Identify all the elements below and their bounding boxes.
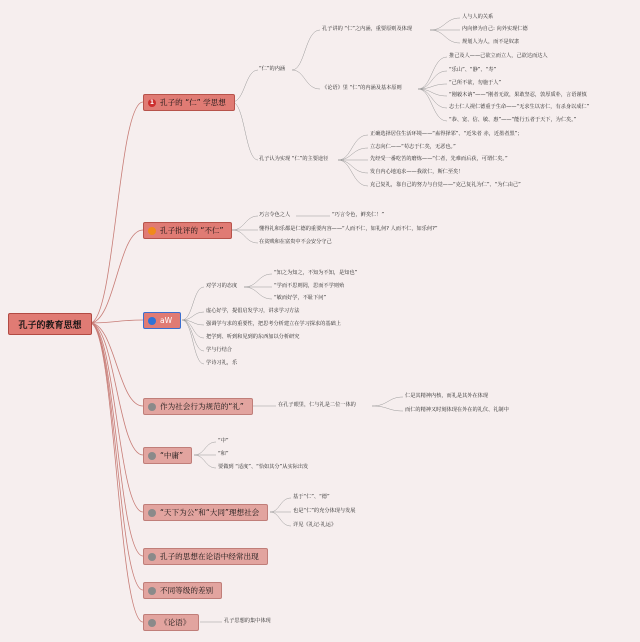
leaf[interactable]: 立志向仁——“苟志于仁矣，无恶也。” [370,144,456,150]
topic-aw-label: aW [160,316,173,325]
leaf[interactable]: “中” [218,438,229,444]
blue-dot-icon [148,317,156,325]
leaf[interactable]: 学与行结合 [206,347,232,353]
topic-bu-ren[interactable] [143,222,232,239]
leaf[interactable]: 推己及人——己欲立而立人，己欲达而达人 [449,53,548,59]
leaf[interactable]: 强调学与求的重要性，把思考分析建立在学习探求的基础上 [206,321,341,327]
topic-lunyu[interactable] [143,614,199,631]
topic-lunyu-label: 《论语》 [160,618,191,627]
grey-dot-icon [148,619,156,627]
leaf[interactable]: 把学到、听到和见到的东西加以分析研究 [206,334,300,340]
leaf[interactable]: “乐山”、“静”、“寿” [449,67,497,73]
leaf[interactable]: “己所不欲，勿施于人” [449,80,502,86]
topic-ren[interactable] [143,94,235,111]
subtopic-lunyu-ren[interactable]: 《论语》里 “仁”的内涵及基本原则 [322,85,402,91]
grey-dot-icon [148,587,156,595]
leaf[interactable]: 要做到 “适度”、“恰如其分”从实际出发 [218,464,309,470]
leaf[interactable]: 学诗习礼，乐 [206,360,238,366]
topic-zhongyong[interactable] [143,447,192,464]
leaf[interactable]: 孔子思想的集中体现 [224,618,271,624]
leaf[interactable]: “敏而好学，不耻下问” [274,295,327,301]
topic-dengji-label: 不同等级的差别 [160,586,214,595]
leaf[interactable]: 也是“仁”的充分体现与发展 [293,508,356,514]
leaf[interactable]: “和” [218,451,229,457]
subtopic-ren-li[interactable]: 在孔子眼里，仁与礼是二位一体的 [278,402,356,408]
topic-lunyu-appear-label: 孔子的思想在论语中经常出现 [160,552,259,561]
subtopic-ren-way[interactable]: 孔子认为实现 “仁”的主要途径 [259,156,329,162]
topic-ren-label: 孔子的 “仁” 学思想 [160,98,226,107]
root-label: 孔子的教育思想 [18,320,82,331]
leaf[interactable]: 详见《礼记·礼运》 [293,522,337,528]
leaf[interactable]: 懂得礼和乐都是仁德的重要内容——“人而不仁，如礼何? 人而不仁，如乐何?” [259,226,438,232]
topic-bu-ren-label: 孔子批评的 “不仁” [160,226,224,235]
subtopic-study-attitude[interactable]: 对学习的态度 [206,283,238,289]
topic-lunyu-appear[interactable] [143,548,268,565]
grey-dot-icon [148,403,156,411]
topic-datong[interactable] [143,504,268,521]
leaf[interactable]: 先经受一番吃苦的磨炼——“仁者，先难而后获，可谓仁矣。” [370,156,508,162]
topic-dengji[interactable] [143,582,222,599]
leaf[interactable]: 人与人的关系 [462,14,494,20]
priority-one-icon: 1 [149,98,155,106]
leaf[interactable]: 内向修为自己: 向外实现仁德 [462,26,528,32]
leaf[interactable]: 发自内心地追求——我欲仁，斯仁至矣！ [370,169,464,175]
leaf[interactable]: 在贫贱和在富贵中不会安分守己 [259,239,332,245]
subtopic-ren-principles[interactable]: 孔子讲的 “仁”之内涵，重要原则及体现 [322,26,413,32]
leaf[interactable]: 而仁的精神又时刻体现在外在的礼仪、礼制中 [405,407,509,413]
leaf[interactable]: 正确选择居住生活环境——“盍得择邻”、“近朱者 赤，近墨者黑”； [370,131,523,137]
leaf[interactable]: 巧言令色之人 [259,212,291,218]
topic-li-label: 作为社会行为规范的“礼” [160,402,244,411]
leaf[interactable]: 仁是其精神内核，而礼是其外在体现 [405,393,489,399]
root-node[interactable] [8,313,92,335]
leaf[interactable]: “恭、宽、信、敏、惠”——“能行五者于天下，为仁矣。” [449,117,577,123]
orange-dot-icon [148,227,156,235]
grey-dot-icon [148,452,156,460]
grey-dot-icon [148,553,156,561]
grey-dot-icon [148,509,156,517]
leaf[interactable]: “巧言令色，鲜矣仁！” [332,212,385,218]
subtopic-ren-content[interactable]: “仁”的内涵 [259,66,286,72]
topic-aw[interactable] [143,312,181,329]
leaf[interactable]: 克己复礼，靠自己的努力与自觉——“克己复礼为仁”、“为仁由己” [370,182,521,188]
leaf[interactable]: 规划人为人，而不是奴隶 [462,39,520,45]
leaf[interactable]: 虚心好学，提倡启发学习，讲求学习方法 [206,308,300,314]
leaf[interactable]: “刚毅木讷”——“刚者无欲，果敢坚忍，敦厚质朴，言语谨慎 [449,92,587,98]
topic-datong-label: “天下为公”和“大同”理想社会 [160,508,260,517]
leaf[interactable]: “知之为知之，不知为不知，是知也” [274,270,358,276]
topic-li[interactable] [143,398,253,415]
leaf[interactable]: 志士仁人视仁德重于生命——“无求生以害仁，有杀身以成仁” [449,104,590,110]
leaf[interactable]: 基于“仁”、“德” [293,494,330,500]
leaf[interactable]: “学而不思则罔，思而不学则殆 [274,283,345,289]
topic-zhongyong-label: “中庸” [160,451,184,460]
